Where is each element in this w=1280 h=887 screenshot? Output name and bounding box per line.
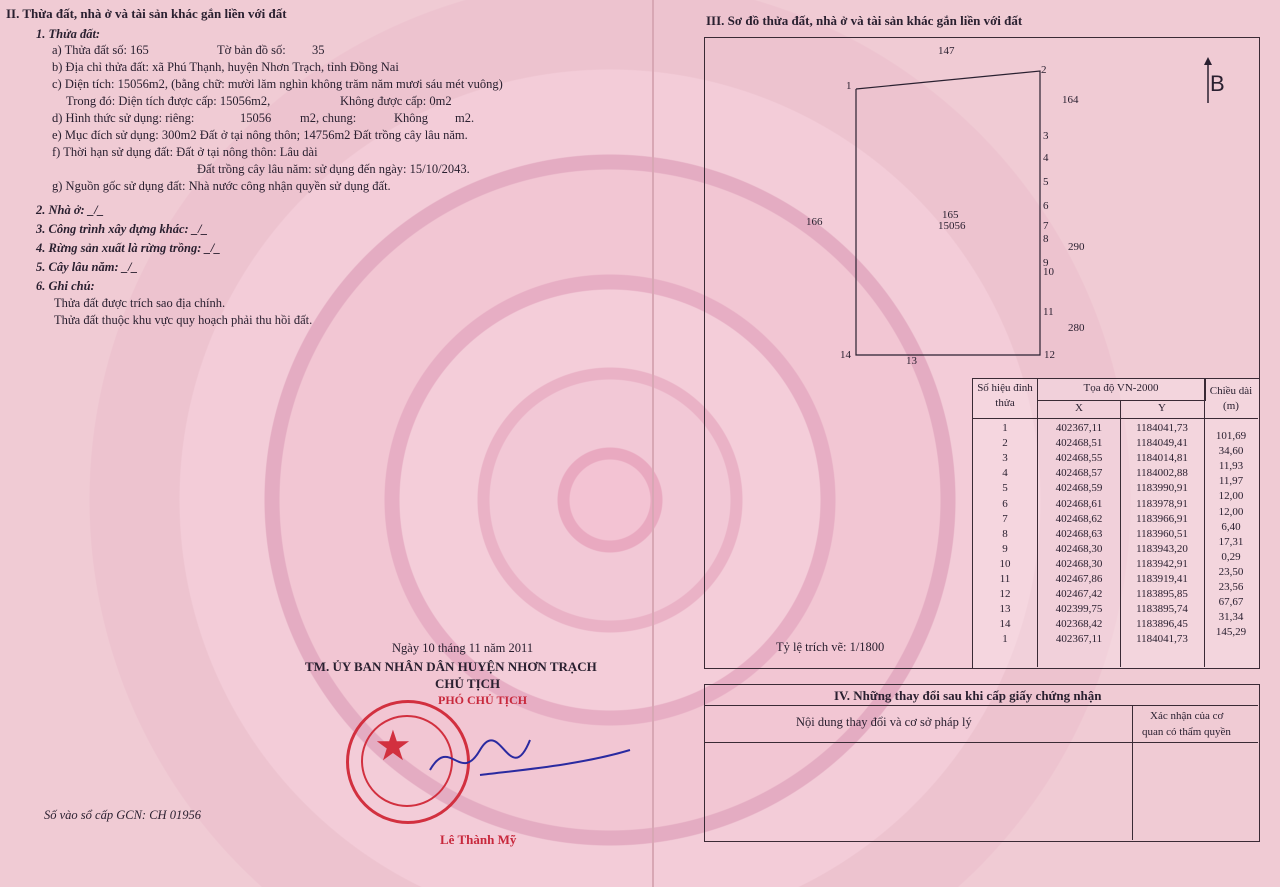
- table-cell-length: 145,29: [1215, 626, 1247, 639]
- table-cell-point: 2: [1002, 437, 1008, 450]
- usage-form-label: d) Hình thức sử dụng: riêng:: [52, 111, 195, 125]
- header-coord: Tọa độ VN-2000: [1083, 382, 1159, 394]
- table-cell-x: 402468,57: [1055, 467, 1103, 480]
- header-y: Y: [1158, 402, 1166, 414]
- table-cell-length: 23,50: [1218, 565, 1244, 578]
- usage-private: 15056: [240, 111, 272, 125]
- signer-role-stamp: PHÓ CHỦ TỊCH: [438, 693, 528, 707]
- table-cell-point: 13: [999, 603, 1011, 616]
- table-cell-length: 23,56: [1218, 581, 1244, 593]
- not-granted-area: Không được cấp: 0m2: [340, 94, 452, 108]
- vertex-label: 4: [1043, 152, 1049, 164]
- table-cell-length: 0,29: [1221, 550, 1241, 563]
- table-cell-x: 402468,51: [1055, 437, 1103, 450]
- table-cell-x: 402467,86: [1055, 573, 1103, 585]
- issue-date: Ngày 10 tháng 11 năm 2011: [392, 641, 534, 655]
- land-origin: g) Nguồn gốc sử dụng đất: Nhà nước công nhận quyền sử dụng đất.: [52, 179, 391, 193]
- granted-area: Trong đó: Diện tích được cấp: 15056m2,: [66, 94, 271, 108]
- usage-term: f) Thời hạn sử dụng đất: Đất ở tại nông thôn: Lâu dài: [52, 145, 318, 159]
- signature: [420, 730, 640, 800]
- table-cell-point: 14: [999, 618, 1011, 631]
- page-fold: [652, 0, 654, 887]
- table-cell-length: 11,93: [1218, 460, 1244, 473]
- parcel-number: a) Thửa đất số: 165: [52, 43, 149, 57]
- changes-table: [704, 684, 1260, 842]
- table-cell-y: 1184014,81: [1136, 452, 1188, 465]
- signer-role: CHỦ TỊCH: [435, 676, 501, 691]
- table-cell-length: 12,00: [1218, 505, 1244, 518]
- table-cell-y: 1184041,73: [1136, 633, 1188, 646]
- table-cell-y: 1183895,74: [1136, 603, 1188, 616]
- scale-label: Tỷ lệ trích vẽ: 1/1800: [776, 640, 885, 654]
- table-cell-y: 1183943,20: [1136, 542, 1188, 555]
- vertex-label: 12: [1044, 349, 1055, 361]
- table-cell-x: 402468,30: [1055, 557, 1103, 570]
- table-cell-x: 402468,61: [1055, 497, 1103, 510]
- table-cell-y: 1183990,91: [1136, 482, 1188, 495]
- table-cell-length: 11,97: [1218, 475, 1244, 488]
- header-length: Chiều dài (m): [1209, 385, 1253, 412]
- table-cell-point: 12: [999, 588, 1011, 601]
- table-cell-point: 9: [1002, 542, 1008, 555]
- parcel-number-label: 165: [942, 209, 959, 221]
- usage-shared-label: m2, chung:: [300, 111, 357, 125]
- vertex-label: 2: [1041, 64, 1047, 76]
- vertex-label: 13: [906, 355, 917, 367]
- neighbor-280: 280: [1068, 322, 1085, 334]
- table-cell-point: 10: [999, 557, 1011, 570]
- table-cell-point: 1: [1002, 633, 1008, 646]
- note-2: Thửa đất thuộc khu vực quy hoạch phải thu hồi đất.: [54, 313, 313, 327]
- vertex-label: 14: [840, 349, 851, 361]
- table-cell-x: 402468,59: [1055, 482, 1103, 495]
- table-cell-point: 7: [1002, 512, 1008, 525]
- map-sheet-label: Tờ bản đồ số:: [217, 43, 286, 57]
- note-1: Thửa đất được trích sao địa chính.: [54, 296, 226, 310]
- table-cell-y: 1183895,85: [1136, 588, 1188, 601]
- construction-item: 3. Công trình xây dựng khác: _/_: [36, 222, 208, 236]
- map-sheet-number: 35: [312, 43, 325, 57]
- usage-purpose: e) Mục đích sử dụng: 300m2 Đất ở tại nông thôn; 14756m2 Đất trồng cây lâu năm.: [52, 128, 468, 142]
- vertex-label: 3: [1043, 130, 1049, 142]
- parcel-heading: 1. Thửa đất:: [36, 27, 101, 41]
- table-cell-point: 8: [1002, 527, 1008, 540]
- vertex-label: 5: [1043, 176, 1049, 188]
- table-cell-y: 1183978,91: [1136, 497, 1188, 510]
- table-cell-length: 31,34: [1218, 611, 1244, 624]
- perennial-item: 5. Cây lâu năm: _/_: [36, 260, 138, 274]
- changes-col-confirm-2: quan có thẩm quyền: [1142, 726, 1231, 738]
- neighbor-166: 166: [806, 216, 823, 228]
- table-cell-y: 1183942,91: [1136, 557, 1188, 570]
- vertex-label: 11: [1043, 306, 1054, 318]
- vertex-label: 6: [1043, 200, 1049, 212]
- changes-col-confirm-1: Xác nhận của cơ: [1150, 710, 1224, 722]
- usage-shared: Không: [394, 111, 429, 125]
- table-cell-y: 1183960,51: [1136, 527, 1188, 540]
- table-cell-point: 5: [1002, 482, 1008, 495]
- table-cell-x: 402468,62: [1055, 512, 1103, 525]
- vertex-label: 9: [1043, 257, 1049, 269]
- table-cell-x: 402399,75: [1055, 603, 1103, 616]
- usage-term-perennial: Đất trồng cây lâu năm: sử dụng đến ngày: 15/10/2043.: [197, 162, 470, 176]
- neighbor-290: 290: [1068, 241, 1085, 253]
- table-cell-point: 11: [999, 573, 1011, 585]
- notes-heading: 6. Ghi chú:: [36, 279, 95, 293]
- table-cell-length: 6,40: [1221, 520, 1241, 533]
- table-cell-x: 402468,55: [1055, 452, 1103, 465]
- usage-unit: m2.: [455, 111, 475, 125]
- section3-title: III. Sơ đồ thửa đất, nhà ở và tài sản khác gắn liền với đất: [706, 13, 1023, 28]
- table-cell-y: 1183966,91: [1136, 512, 1188, 525]
- table-cell-point: 1: [1002, 422, 1008, 434]
- vertex-label: 8: [1043, 233, 1049, 245]
- forest-item: 4. Rừng sản xuất là rừng trồng: _/_: [36, 241, 221, 255]
- changes-col-content: Nội dung thay đổi và cơ sở pháp lý: [796, 715, 972, 729]
- neighbor-164: 164: [1062, 94, 1079, 106]
- table-cell-x: 402367,11: [1055, 422, 1103, 434]
- vertex-label: 10: [1043, 266, 1054, 278]
- table-cell-x: 402367,11: [1055, 633, 1103, 646]
- table-cell-point: 6: [1002, 497, 1008, 510]
- table-cell-x: 402468,30: [1055, 542, 1103, 555]
- table-cell-y: 1183896,45: [1136, 618, 1188, 631]
- north-label: B: [1210, 71, 1225, 96]
- table-cell-length: 101,69: [1215, 430, 1247, 442]
- header-x: X: [1075, 402, 1083, 414]
- parcel-area-label: 15056: [938, 220, 966, 232]
- table-cell-x: 402468,63: [1055, 527, 1103, 540]
- table-cell-point: 4: [1002, 467, 1008, 480]
- neighbor-147: 147: [938, 45, 955, 57]
- table-cell-y: 1183919,41: [1136, 573, 1188, 585]
- table-cell-point: 3: [1002, 452, 1008, 465]
- star-icon: ★: [374, 724, 412, 770]
- table-cell-length: 34,60: [1218, 445, 1244, 458]
- certificate-number: Số vào sổ cấp GCN: CH 01956: [44, 808, 201, 822]
- vertex-label: 1: [846, 80, 852, 92]
- table-cell-y: 1184049,41: [1136, 437, 1188, 450]
- signer-name: Lê Thành Mỹ: [440, 832, 517, 847]
- issuing-authority: TM. ỦY BAN NHÂN DÂN HUYỆN NHƠN TRẠCH: [305, 659, 597, 674]
- table-cell-y: 1184002,88: [1136, 467, 1188, 480]
- parcel-address: b) Địa chỉ thửa đất: xã Phú Thạnh, huyện Nhơn Trạch, tỉnh Đồng Nai: [52, 60, 399, 74]
- table-cell-x: 402368,42: [1055, 618, 1103, 631]
- table-cell-length: 17,31: [1218, 535, 1244, 548]
- house-item: 2. Nhà ở: _/_: [36, 203, 104, 217]
- parcel-area: c) Diện tích: 15056m2, (bằng chữ: mười lăm nghìn không trăm năm mươi sáu mét vuông): [52, 77, 503, 91]
- section4-title: IV. Những thay đổi sau khi cấp giấy chứng nhận: [834, 688, 1102, 703]
- table-cell-y: 1184041,73: [1136, 422, 1188, 434]
- table-cell-x: 402467,42: [1055, 588, 1103, 601]
- vertex-label: 7: [1043, 220, 1049, 232]
- header-point: Số hiệu đỉnh thửa: [977, 382, 1033, 409]
- table-cell-length: 12,00: [1218, 490, 1244, 503]
- table-cell-length: 67,67: [1218, 596, 1244, 609]
- section2-title: II. Thừa đất, nhà ở và tài sản khác gắn liền với đất: [6, 6, 287, 21]
